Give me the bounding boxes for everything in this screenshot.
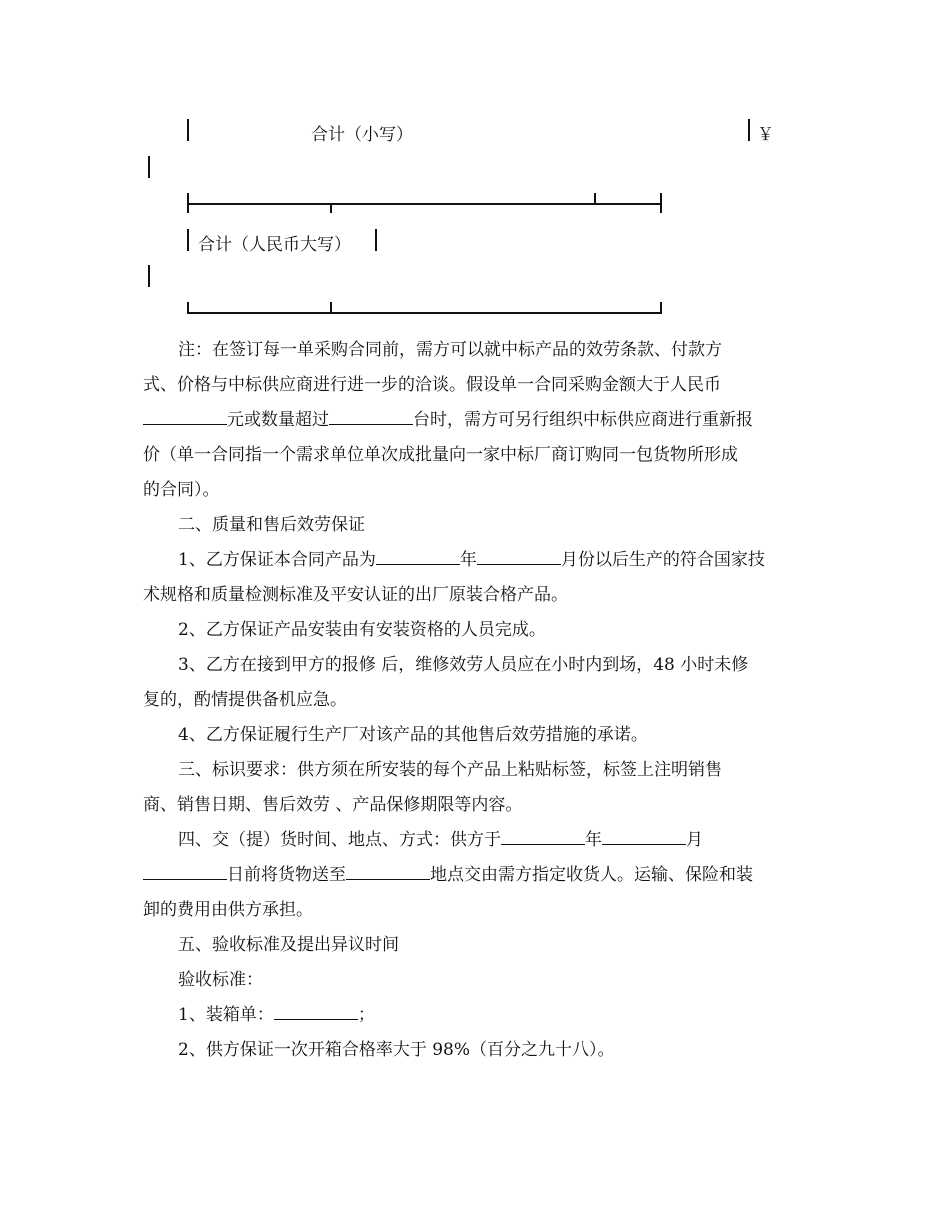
day-blank[interactable] [143, 861, 227, 880]
table-border-stray [148, 156, 150, 178]
section-title: 三、标识要求：供方须在所安装的每个产品上粘贴标签，标签上注明销售 [178, 760, 722, 780]
table-border-stray [148, 265, 150, 287]
clause-line: 4、乙方保证履行生产厂对该产品的其他售后效劳措施的承诺。 [178, 725, 648, 745]
note-line: 元或数量超过 台时，需方可另行组织中标供应商进行重新报 [143, 403, 808, 438]
location-blank[interactable] [346, 861, 430, 880]
packing-list-blank[interactable] [274, 1001, 358, 1020]
clause-line: 3、乙方在接到甲方的报修 后，维修效劳人员应在小时内到场，48 小时未修 [178, 655, 749, 675]
year-blank[interactable] [501, 826, 585, 845]
clause-line: 1、装箱单： ； [143, 998, 808, 1033]
table-border-left [187, 119, 189, 141]
year-blank[interactable] [376, 546, 460, 565]
table-rule-middle [187, 203, 662, 205]
table-tick [660, 193, 662, 213]
total-lowercase-label: 合计（小写） [311, 125, 413, 145]
note-line: 的合同）。 [143, 480, 220, 500]
note-line: 价（单一合同指一个需求单位单次成批量向一家中标厂商订购同一包货物所形成 [143, 445, 738, 465]
total-uppercase-label: 合计（人民币大写） [198, 235, 351, 255]
table-tick [594, 193, 596, 204]
table-border-left [187, 229, 189, 251]
clause-line: 2、供方保证一次开箱合格率大于 98%（百分之九十八）。 [178, 1040, 615, 1060]
clause-line: 商、销售日期、售后效劳 、产品保修期限等内容。 [143, 795, 523, 815]
table-tick [330, 302, 332, 313]
clause-line: 验收标准： [178, 970, 263, 990]
note-line: 式、价格与中标供应商进行进一步的洽谈。假设单一合同采购金额大于人民币 [143, 375, 721, 395]
table-tick [330, 203, 332, 213]
quantity-blank[interactable] [329, 406, 413, 425]
month-blank[interactable] [477, 546, 561, 565]
note-line: 注：在签订每一单采购合同前，需方可以就中标产品的效劳条款、付款方 [178, 340, 722, 360]
section-title: 五、验收标准及提出异议时间 [178, 935, 399, 955]
currency-symbol: ￥ [757, 125, 774, 145]
clause-line: 日前将货物送至 地点交由需方指定收货人。运输、保险和装 [143, 858, 808, 893]
clause-line: 1、乙方保证本合同产品为 年 月份以后生产的符合国家技 [143, 543, 808, 578]
section-title: 二、质量和售后效劳保证 [178, 515, 365, 535]
amount-blank[interactable] [143, 406, 227, 425]
section-title: 四、交（提）货时间、地点、方式：供方于 年 月 [143, 823, 808, 858]
clause-line: 复的，酌情提供备机应急。 [143, 690, 347, 710]
contract-body [143, 333, 808, 1068]
clause-line: 2、乙方保证产品安装由有安装资格的人员完成。 [178, 620, 546, 640]
table-border-right [375, 229, 377, 251]
table-border-right [748, 119, 750, 141]
clause-line: 术规格和质量检测标准及平安认证的出厂原装合格产品。 [143, 585, 568, 605]
month-blank[interactable] [602, 826, 686, 845]
clause-line: 卸的费用由供方承担。 [143, 900, 313, 920]
table-tick [187, 193, 189, 213]
table-tick [660, 302, 662, 313]
table-rule-bottom [187, 312, 662, 314]
table-tick [187, 302, 189, 313]
